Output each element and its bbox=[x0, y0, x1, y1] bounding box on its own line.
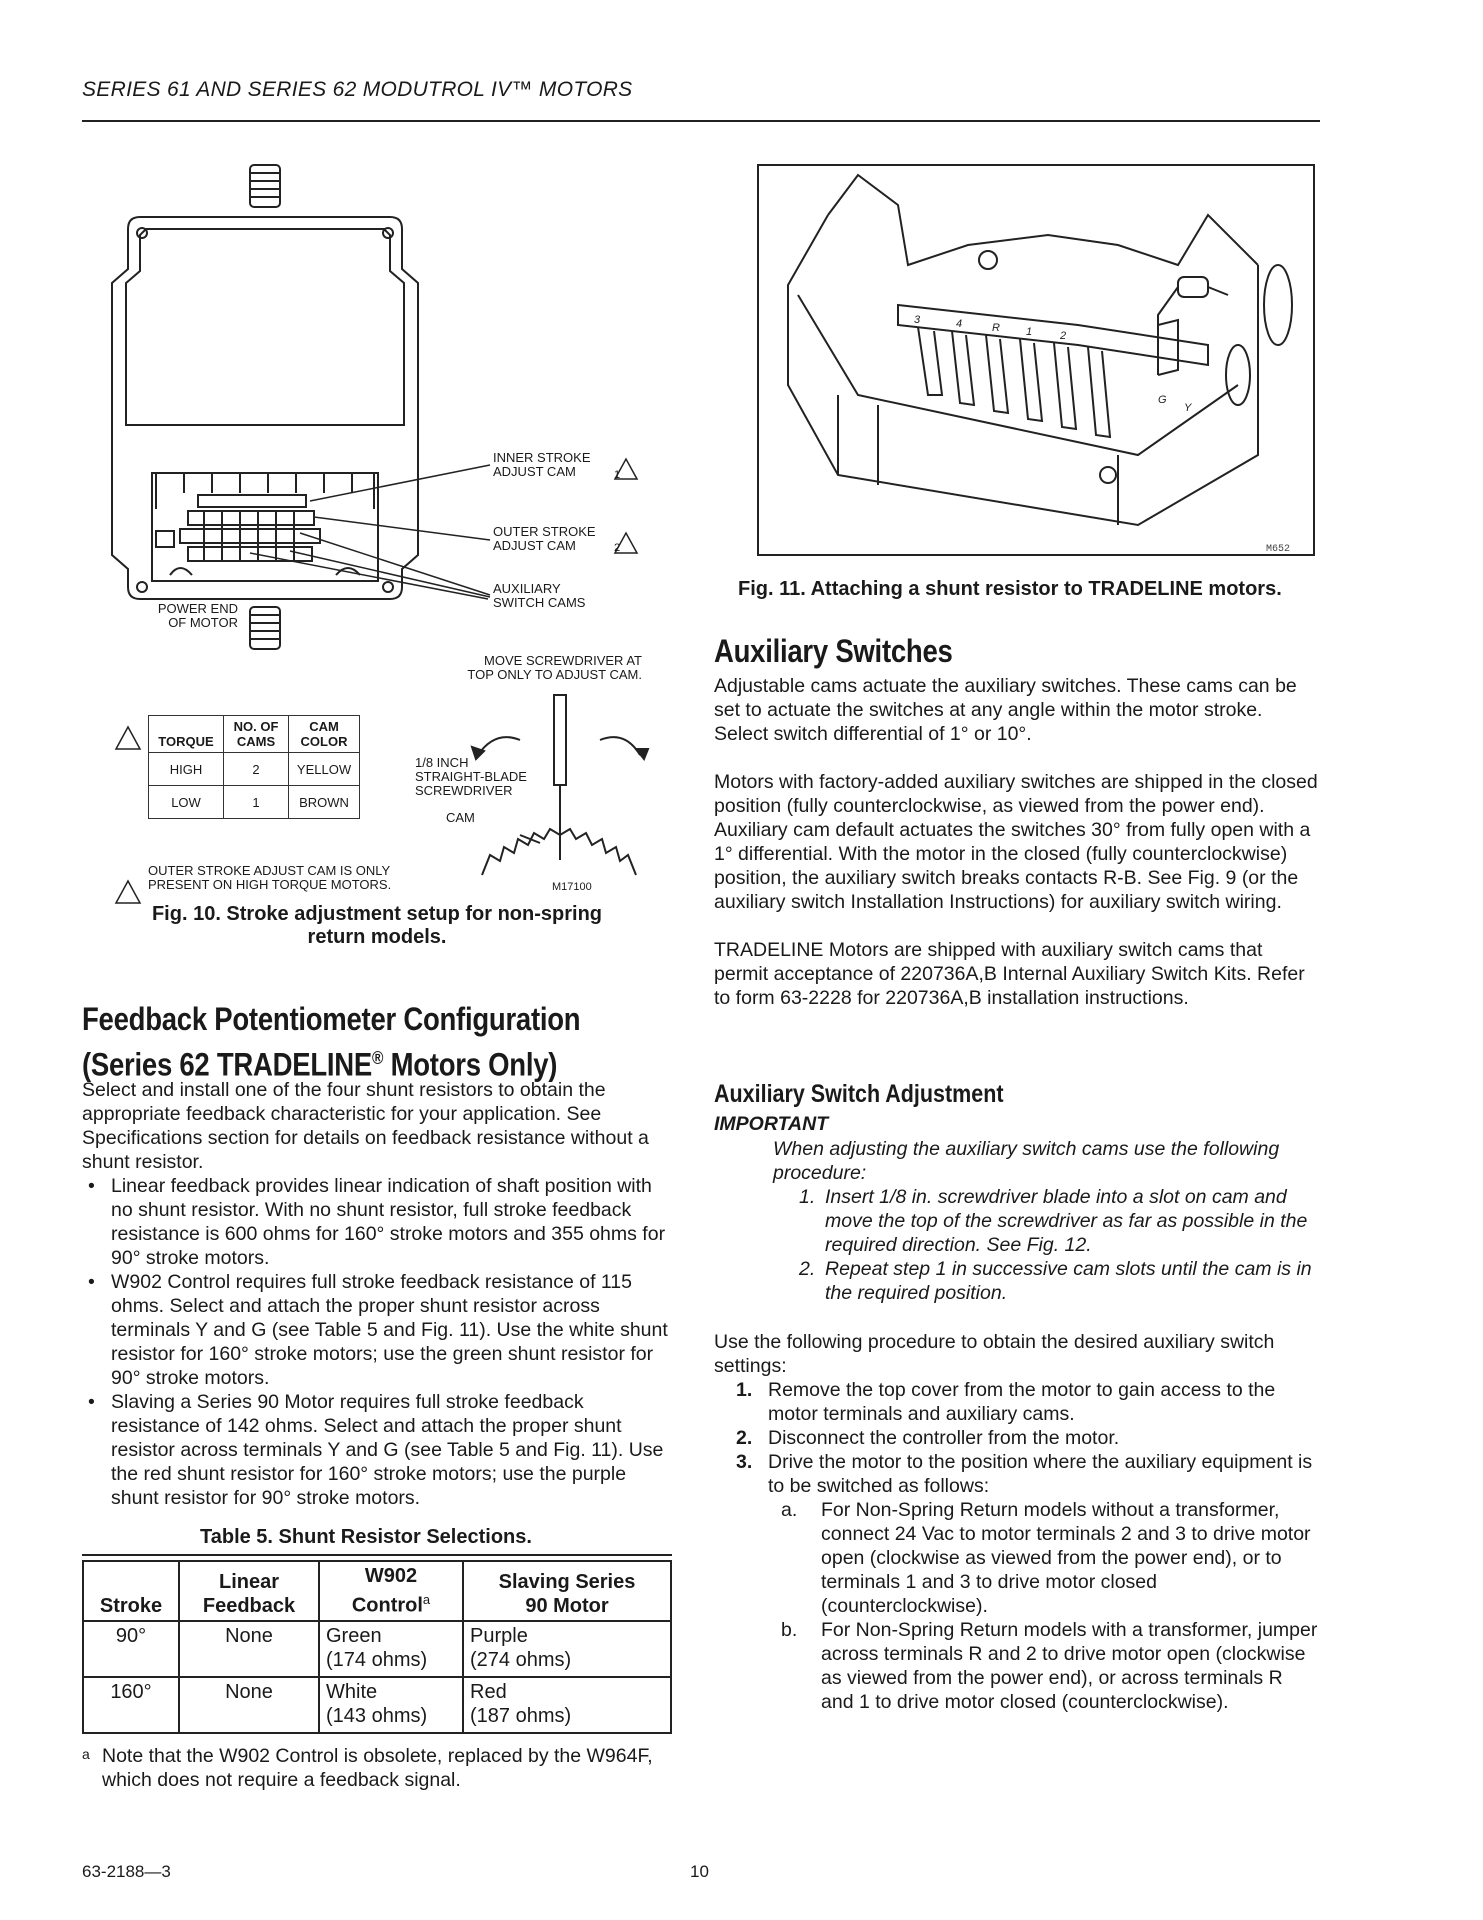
feedback-bullets bbox=[82, 1174, 672, 1510]
terminal-label: Y bbox=[1184, 402, 1192, 414]
important-block: When adjusting the auxiliary switch cams use the following procedure: 1. Insert 1/8 in. screwdriver blade into a slot on cam and move the top of the screwdriver as far as possible in the required direction. See Fig. 12. 2. Repeat step 1 in successive cam slots until the cam is in the required position. bbox=[773, 1138, 1312, 1304]
fig11-caption: Fig. 11. Attaching a shunt resistor to TRADELINE motors. bbox=[738, 578, 1282, 600]
label-screwdriver: 1/8 INCH STRAIGHT-BLADE SCREWDRIVER bbox=[415, 755, 527, 798]
list-item: • W902 Control requires full stroke feedback resistance of 115 ohms. Select and attach the proper shunt resistor across terminals Y and G (see Table 5 and Fig. 11). Use the white shunt resistor for 160° stroke motors; use the green shunt resistor for 90° stroke motors. bbox=[82, 1270, 672, 1390]
fig10-code: M17100 bbox=[552, 881, 592, 893]
note-number-1: 1 bbox=[614, 469, 621, 481]
paragraph: Adjustable cams actuate the auxiliary switches. These cams can be set to actuate the switches at any angle within the motor stroke. Select switch differential of 1° or 10°. bbox=[714, 675, 1297, 745]
bottom-connector-icon bbox=[250, 607, 280, 649]
label-power-end: POWER END OF MOTOR bbox=[157, 601, 238, 630]
slaving-header: Slaving Series 90 Motor bbox=[463, 1561, 671, 1621]
important-label: IMPORTANT bbox=[714, 1113, 829, 1135]
cam-stack bbox=[156, 495, 320, 561]
stroke-header: Stroke bbox=[83, 1561, 179, 1621]
outer-cam-note: OUTER STROKE ADJUST CAM IS ONLY PRESENT ON HIGH TORQUE MOTORS. bbox=[148, 863, 392, 892]
table-note-triangle-icon bbox=[116, 727, 140, 749]
fig11-drawing bbox=[738, 155, 1318, 565]
feedback-intro: Select and install one of the four shunt resistors to obtain the appropriate feedback characteristic for your application. See Specifications section for details on feedback resistance without a shunt resistor. bbox=[82, 1079, 649, 1173]
paragraph: TRADELINE Motors are shipped with auxiliary switch cams that permit acceptance of 220736A,B Internal Auxiliary Switch Kits. Refer to form 63-2228 for 220736A,B installation instructions. bbox=[714, 939, 1305, 1009]
label-aux-cams: AUXILIARY SWITCH CAMS bbox=[493, 581, 586, 610]
running-header: SERIES 61 AND SERIES 62 MODUTROL IV™ MOTORS bbox=[82, 78, 633, 101]
table5-top-rule bbox=[82, 1554, 672, 1556]
color-header: CAM COLOR bbox=[289, 716, 360, 753]
terminal-label: R bbox=[992, 322, 1000, 334]
table-row: 160° None White (143 ohms) Red (187 ohms) bbox=[83, 1677, 671, 1733]
terminal-label: 4 bbox=[956, 318, 963, 330]
fig11-code: M652 bbox=[1266, 544, 1291, 555]
procedure: Use the following procedure to obtain the desired auxiliary switch settings: 1. Remove the top cover from the motor to gain access to the motor terminals and auxiliary cams. 2. Disconnect the controller from the motor. 3. Drive the motor to the position where the auxiliary equipment is to be switched as follows: a. For Non-Spring Return models without a transformer, connect 24 Vac to motor terminals 2 and 3 to drive motor open (clockwise as viewed from the power end), or to terminals 1 and 3 to drive motor closed (counterclockwise). b. For Non-Spring Return models with a transformer, jumper across terminals R and 2 to drive motor open (clockwise as viewed from the power end), or across terminals R and 1 to drive motor closed (counterclockwise). bbox=[714, 1331, 1318, 1713]
cams-header: NO. OF CAMS bbox=[224, 716, 289, 753]
list-item: • Linear feedback provides linear indication of shaft position with no shunt resistor. With no shunt resistor, full stroke feedback resistance is 600 ohms for 160° stroke motors and 355 ohms for 90° stroke motors. bbox=[82, 1174, 672, 1270]
terminal-label: 3 bbox=[914, 314, 921, 326]
shunt-resistor bbox=[1158, 277, 1228, 375]
label-outer-cam: OUTER STROKE ADJUST CAM bbox=[493, 524, 596, 553]
list-item: • Slaving a Series 90 Motor requires full stroke feedback resistance of 142 ohms. Select and attach the proper shunt resistor across terminals Y and G (see Table 5 and Fig. 11). Use the red shunt resistor for 160° stroke motors; use the purple shunt resistor for 90° stroke motors. bbox=[82, 1390, 672, 1510]
torque-table bbox=[148, 715, 360, 819]
linear-header: Linear Feedback bbox=[179, 1561, 319, 1621]
page-number: 10 bbox=[690, 1862, 709, 1881]
doc-number: 63-2188—3 bbox=[82, 1862, 171, 1881]
terminal-blades bbox=[918, 327, 1110, 437]
feedback-heading: Feedback Potentiometer Configuration (Series 62 TRADELINE® Motors Only) bbox=[82, 1001, 581, 1083]
header-rule bbox=[82, 120, 1320, 122]
aux-heading: Auxiliary Switches bbox=[714, 633, 953, 669]
aux-body bbox=[714, 674, 1320, 1034]
terminal-label: 2 bbox=[1060, 330, 1067, 342]
feedback-body bbox=[82, 1078, 672, 1510]
adjust-heading: Auxiliary Switch Adjustment bbox=[714, 1080, 1004, 1108]
label-inner-cam: INNER STROKE ADJUST CAM bbox=[493, 450, 591, 479]
table-row: LOW 1 BROWN bbox=[149, 786, 360, 819]
top-connector-icon bbox=[250, 165, 280, 207]
label-cam: CAM bbox=[446, 810, 475, 825]
w902-header: W902 Control$^a$ bbox=[319, 1561, 463, 1621]
paragraph: Motors with factory-added auxiliary switches are shipped in the closed position (fully counterclockwise, as viewed from the power end). Auxiliary cam default actuates the switches 30° from fully open with a 1° differential. With the motor in the closed (fully counterclockwise) position, the auxiliary switch breaks contacts R-B. See Fig. 9 (or the auxiliary switch Installation Instructions) for auxiliary switch wiring. bbox=[714, 771, 1318, 913]
table-row: HIGH 2 YELLOW bbox=[149, 753, 360, 786]
table5-footnote: a Note that the W902 Control is obsolete, replaced by the W964F, which does not require a feedback signal. bbox=[82, 1745, 653, 1791]
outer-note-triangle-icon bbox=[116, 881, 140, 903]
fig10-caption: Fig. 10. Stroke adjustment setup for non-spring return models. bbox=[151, 903, 603, 948]
table5-title: Table 5. Shunt Resistor Selections. bbox=[200, 1526, 532, 1548]
terminal-label: 1 bbox=[1026, 326, 1033, 338]
torque-header: TORQUE bbox=[149, 716, 224, 753]
motor-housing bbox=[112, 217, 418, 599]
note-number-2: 2 bbox=[614, 542, 621, 554]
terminal-label: G bbox=[1158, 394, 1167, 406]
label-move-screwdriver: MOVE SCREWDRIVER AT TOP ONLY TO ADJUST CAM. bbox=[467, 653, 642, 682]
shunt-resistor-table bbox=[82, 1560, 672, 1734]
table-row: 90° None Green (174 ohms) Purple (274 ohms) bbox=[83, 1621, 671, 1677]
